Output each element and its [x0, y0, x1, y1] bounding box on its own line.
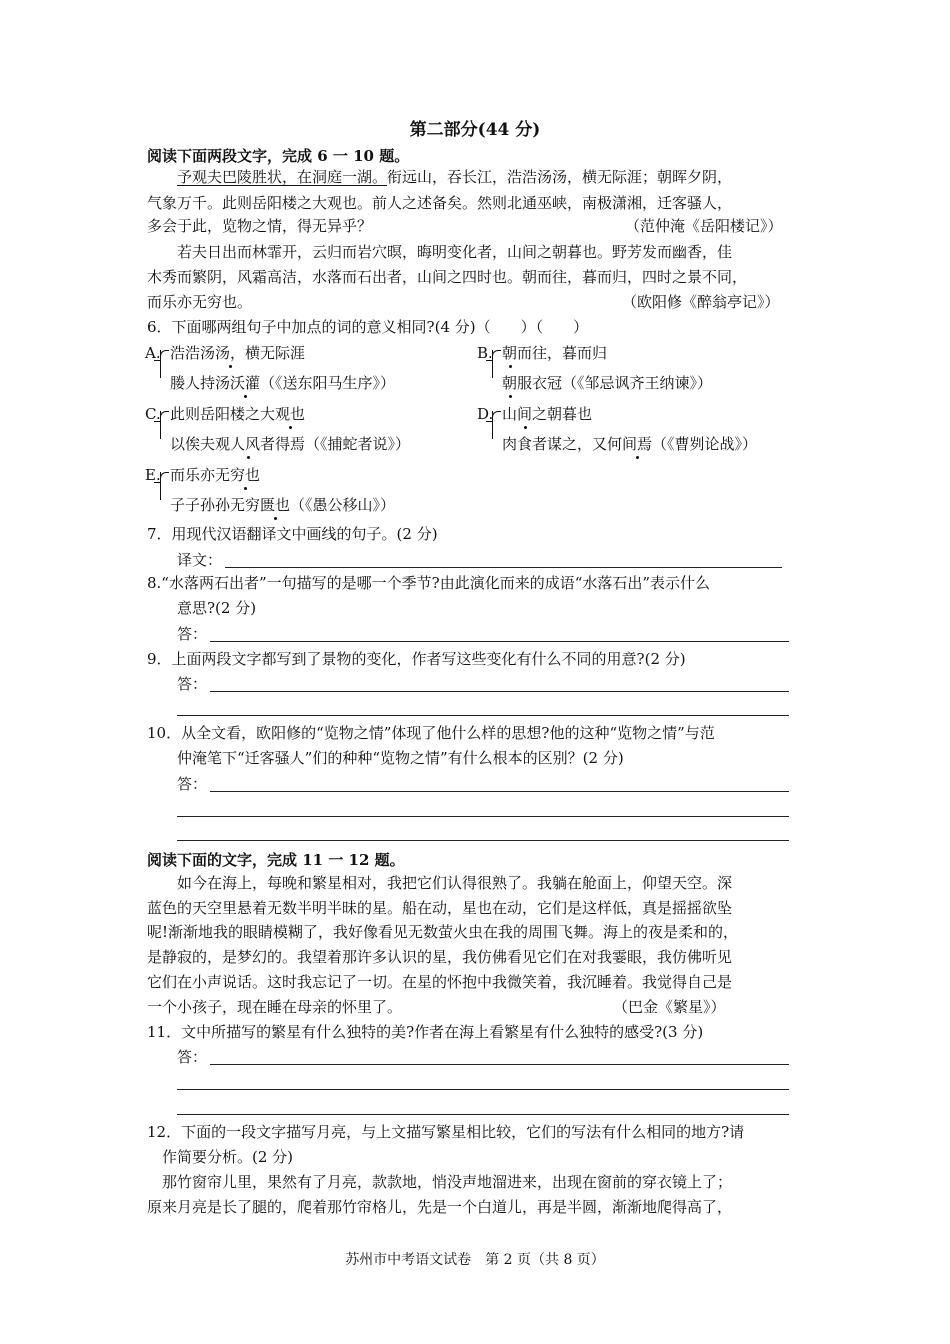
- question-8-stem-line2: 意思?(2 分): [177, 599, 257, 617]
- part-title: 第二部分(44 分): [409, 120, 541, 140]
- passage3-line2: 蓝色的天空里悬着无数半明半昧的星。船在动，星也在动，它们是这样低，真是摇摇欲坠: [147, 899, 733, 917]
- question-10-stem-line2: 仲淹笔下“迁客骚人”们的种种“览物之情”有什么根本的区别？(2 分): [177, 749, 624, 767]
- emphasis-dot: [636, 456, 639, 459]
- passage2-source: （欧阳修《醉翁亭记》）: [622, 293, 780, 311]
- passage3-line5: 它们在小声说话。这时我忘记了一切。在星的怀抱中我微笑着，我沉睡着。我觉得自己是: [147, 973, 733, 991]
- passage3-line4: 是静寂的，是梦幻的。我望着那许多认识的星，我仿佛看见它们在对我霎眼，我仿佛听见: [147, 948, 733, 966]
- question-11-answer-line-2[interactable]: [177, 1089, 789, 1090]
- question-12-stem-line1: 12．下面的一段文字描写月亮，与上文描写繁星相比较，它们的写法有什么相同的地方?请: [147, 1123, 745, 1141]
- underlined-sentence: 予观夫巴陵胜状，在洞庭一湖。: [177, 168, 388, 186]
- emphasis-dot: [509, 365, 512, 368]
- option-e-sentence-1: 而乐亦无穷也: [170, 466, 261, 484]
- emphasis-dot: [289, 426, 292, 429]
- passage2-line1: 若夫日出而林霏开，云归而岩穴暝，晦明变化者，山间之朝暮也。野芳发而幽香，佳: [177, 243, 733, 261]
- section2-heading: 阅读下面的文字，完成 11 一 12 题。: [147, 851, 405, 869]
- question-10-answer-line-2[interactable]: [177, 816, 789, 817]
- emphasis-dot: [244, 487, 247, 490]
- question-11-answer-line-1[interactable]: [210, 1064, 789, 1065]
- passage2-line2: 木秀而繁阴，风霜高洁，水落而石出者，山间之四时也。朝而往，暮而归，四时之景不同，: [147, 268, 748, 286]
- passage2-line3: 而乐亦无穷也。: [147, 293, 253, 311]
- option-d-label: D.: [477, 405, 494, 423]
- option-c-sentence-1: 此则岳阳楼之大观也: [170, 405, 306, 423]
- option-b-sentence-2: 朝服衣冠（《邹忌讽齐王纳谏》）: [502, 374, 713, 392]
- passage1-line2: 气象万千。此则岳阳楼之大观也。前人之述备矣。然则北通巫峡，南极潇湘，迁客骚人，: [147, 194, 733, 212]
- question-10-answer-line-3[interactable]: [177, 840, 789, 841]
- option-c-label: C.: [145, 405, 161, 423]
- question-7-stem: 7．用现代汉语翻译文中画线的句子。(2 分): [147, 525, 438, 543]
- emphasis-dot: [229, 365, 232, 368]
- question-10-stem-line1: 10．从全文看，欧阳修的“览物之情”体现了他什么样的思想?他的这种“览物之情”与范: [147, 724, 715, 742]
- question-6-stem: 6．下面哪两组句子中加点的词的意义相同?(4 分)（ ）（ ）: [147, 318, 589, 336]
- question-9-answer-line-1[interactable]: [210, 691, 789, 692]
- passage3-line6: 一个小孩子，现在睡在母亲的怀里了。: [147, 998, 403, 1016]
- question-8-answer-label: 答：: [177, 625, 208, 643]
- option-a-sentence-1: 浩浩汤汤，横无际涯: [170, 344, 306, 362]
- option-e-sentence-2: 子子孙孙无穷匮也（《愚公移山》）: [170, 496, 396, 514]
- question-11-stem: 11．文中所描写的繁星有什么独特的美?作者在海上看繁星有什么独特的感受?(3 分): [147, 1023, 704, 1041]
- question-7-answer-label: 译文：: [177, 551, 223, 569]
- emphasis-dot: [244, 395, 247, 398]
- option-b-sentence-1: 朝而往，暮而归: [502, 344, 608, 362]
- question-10-answer-label: 答：: [177, 775, 208, 793]
- question-8-stem-line1: 8.“水落两石出者”一句描写的是哪一个季节?由此演化而来的成语“水落石出”表示什么: [147, 574, 711, 592]
- option-a-label: A.: [145, 344, 161, 362]
- option-d-sentence-2: 肉食者谋之，又何间焉（《曹刿论战》）: [502, 435, 758, 453]
- passage3-source: （巴金《繁星》）: [613, 998, 726, 1016]
- option-d-sentence-1: 山间之朝暮也: [502, 405, 593, 423]
- question-9-answer-line-2[interactable]: [177, 715, 789, 716]
- option-d-brace: [492, 411, 501, 439]
- option-a-sentence-2: 媵人持汤沃灌（《送东阳马生序》）: [170, 374, 396, 392]
- page-footer: 苏州市中考语文试卷 第 2 页（共 8 页）: [345, 1252, 605, 1268]
- question-10-answer-line-1[interactable]: [210, 791, 789, 792]
- option-b-label: B.: [477, 344, 493, 362]
- question-12-stem-line2: 作简要分析。(2 分): [162, 1148, 294, 1166]
- option-a-brace: [160, 350, 169, 378]
- question-7-answer-line[interactable]: [225, 567, 782, 568]
- passage1-source: （范仲淹《岳阳楼记》）: [625, 217, 783, 235]
- question-11-answer-label: 答：: [177, 1048, 208, 1066]
- section1-heading: 阅读下面两段文字，完成 6 一 10 题。: [147, 147, 410, 165]
- passage4-line2: 原来月亮是长了腿的，爬着那竹帘格儿，先是一个白道儿，再是半圆，渐渐地爬得高了，: [147, 1198, 733, 1216]
- emphasis-dot: [524, 426, 527, 429]
- emphasis-dot: [509, 395, 512, 398]
- passage3-line1: 如今在海上，每晚和繁星相对，我把它们认得很熟了。我躺在舱面上，仰望天空。深: [177, 874, 733, 892]
- question-8-answer-line[interactable]: [210, 641, 789, 642]
- question-9-answer-label: 答：: [177, 675, 208, 693]
- passage1-line1: 予观夫巴陵胜状，在洞庭一湖。衔远山，吞长江，浩浩汤汤，横无际涯；朝晖夕阴，: [177, 168, 733, 186]
- option-e-label: E.: [145, 466, 161, 484]
- passage1-line3: 多会于此，览物之情，得无异乎？: [147, 217, 373, 235]
- option-c-sentence-2: 以俟夫观人风者得焉（《捕蛇者说》）: [170, 435, 411, 453]
- emphasis-dot: [247, 456, 250, 459]
- emphasis-dot: [274, 517, 277, 520]
- option-b-brace: [492, 350, 501, 378]
- passage3-line3: 呢!渐渐地我的眼睛模糊了，我好像看见无数萤火虫在我的周围飞舞。海上的夜是柔和的，: [147, 923, 739, 941]
- option-e-brace: [160, 472, 169, 500]
- question-9-stem: 9．上面两段文字都写到了景物的变化，作者写这些变化有什么不同的用意?(2 分): [147, 650, 686, 668]
- passage4-line1: 那竹窗帘儿里，果然有了月亮，款款地，悄没声地溜进来，出现在窗前的穿衣镜上了；: [162, 1173, 733, 1191]
- option-c-brace: [160, 411, 169, 439]
- question-11-answer-line-3[interactable]: [177, 1114, 789, 1115]
